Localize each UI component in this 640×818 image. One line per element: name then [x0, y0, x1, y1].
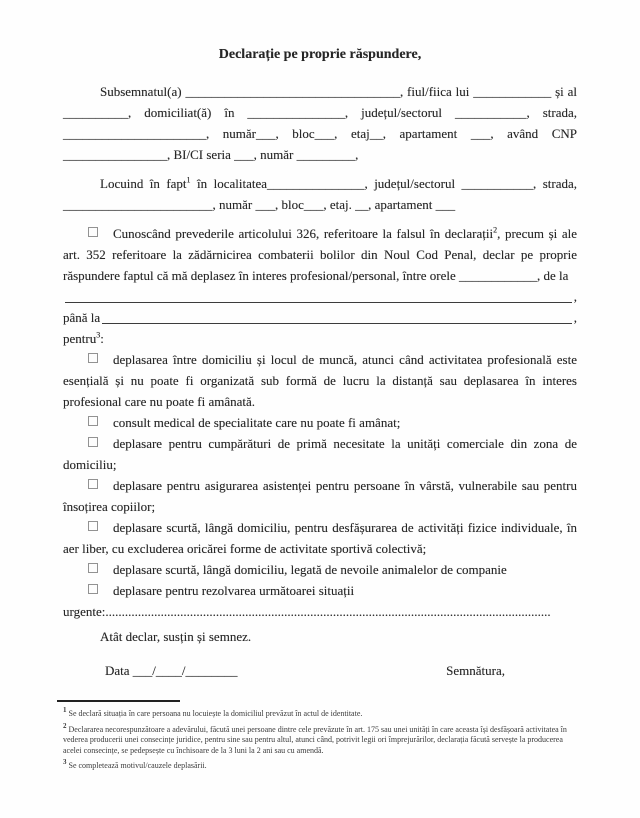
- blank-line-from: [63, 286, 577, 307]
- signature-label: Semnătura,: [446, 663, 505, 678]
- residence-text-pre: Locuind în fapt: [100, 176, 187, 191]
- checkbox-icon: [88, 437, 98, 447]
- reason-item-urgent: [63, 580, 577, 622]
- footnote-text: Declararea necorespunzătoare a adevărului, făcută unei persoane dintre cele prevăzute în art. 175 sau unei unități în care aceasta își desfășoară activitatea în vederea producerii unei consecințe juridice, pentru sine sau pentru altul, atunci când, potrivit legii ori împrejurărilor, declarația făcută servește la producerea acelei consecințe, se pedepsește cu închisoare de la 3 luni la 2 ani sau cu amendă.: [63, 724, 567, 755]
- date-label: Data ___/____/________: [105, 663, 238, 678]
- reason-item-exercise: [63, 517, 577, 559]
- checkbox-icon: [88, 521, 98, 531]
- until-label: până la: [63, 310, 101, 325]
- document-title: Declarație pe proprie răspundere,: [218, 47, 422, 62]
- reason-text: deplasare scurtă, lângă domiciliu, pentru desfășurarea de activități fizice individuale, în aer liber, cu excluderea oricărei forme de activitate sportivă colectivă;: [63, 520, 577, 556]
- footnote-marker: 2: [63, 721, 67, 730]
- for-colon: :: [100, 331, 104, 346]
- identity-text: Subsemnatul(a) _________________________________, fiul/fiica lui ____________ și al __________, domiciliat(ă) în _______________, județul/sectorul ___________, strada, ______________________, număr___, bloc___, etaj__, apartament ___, având CNP ________________, BI/CI seria ___, număr _________,: [63, 84, 577, 162]
- reason-text: deplasare pentru cumpărături de primă necesitate la unități comerciale din zona de domiciliu;: [63, 436, 577, 472]
- blank-line-until: [63, 307, 577, 328]
- checkbox-icon: [88, 584, 98, 594]
- date-signature-row: [63, 660, 577, 681]
- blank-underline: [65, 301, 572, 303]
- reason-item-medical: [63, 412, 577, 433]
- footnote-ref-2: 2: [493, 225, 498, 235]
- footnote-3: [63, 758, 582, 772]
- reason-text: consult medical de specialitate care nu poate fi amânat;: [113, 415, 401, 430]
- checkbox-icon: [88, 227, 98, 237]
- footnotes-section: [63, 700, 582, 777]
- reason-text: deplasare pentru asigurarea asistenței pentru persoane în vârstă, vulnerabile sau pentru însoțirea copiilor;: [63, 478, 577, 514]
- declaration-block: [63, 223, 577, 349]
- checkbox-icon: [88, 563, 98, 573]
- footnote-marker: 3: [63, 758, 67, 767]
- footnote-ref-1: 1: [186, 175, 191, 185]
- reason-item-commute: [63, 349, 577, 412]
- dotted-fill-line: .........................................................................................................................................: [105, 604, 551, 619]
- footnote-1: [63, 706, 582, 720]
- reasons-list: [63, 349, 577, 622]
- blank-underline: [102, 322, 572, 324]
- footnote-text: Se declară situația în care persoana nu locuiește la domiciliul prevăzut în actul de identitate.: [68, 709, 363, 718]
- reason-text: deplasarea între domiciliu și locul de muncă, atunci când activitatea profesională este esențială și nu poate fi organizată sub formă de lucru la distanță sau deplasarea în interes profesional care nu poate fi amânată.: [63, 352, 577, 409]
- reason-item-shopping: [63, 433, 577, 475]
- footnote-marker: 1: [63, 706, 67, 715]
- footnote-ref-3: 3: [96, 330, 101, 340]
- reason-item-assistance: [63, 475, 577, 517]
- reason-text: deplasare pentru rezolvarea următoarei situații urgente:: [63, 583, 355, 619]
- footnote-separator: [57, 700, 180, 702]
- footnote-text: Se completează motivul/cauzele deplasării.: [68, 761, 207, 770]
- declaration-text-post: , precum și ale art. 352 referitoare la zădărnicirea combaterii bolilor din Noul Cod Penal, declar pe proprie răspundere faptul că mă deplasez în interes profesional/personal, între orele ____________, de la: [63, 226, 577, 283]
- checkbox-icon: [88, 416, 98, 426]
- for-label-line: [63, 328, 577, 349]
- footnote-2: [63, 721, 582, 757]
- checkbox-icon: [88, 353, 98, 363]
- for-label: pentru: [63, 331, 97, 346]
- paragraph-identity: [63, 81, 577, 165]
- from-line-comma: ,: [573, 289, 577, 304]
- until-comma: ,: [573, 310, 577, 325]
- residence-text-post: în localitatea_______________, județul/sectorul ___________, strada, _______________________, număr ___, bloc___, etaj. __, apartament ___: [63, 176, 577, 212]
- reason-text: deplasare scurtă, lângă domiciliu, legată de nevoile animalelor de companie: [113, 562, 507, 577]
- paragraph-declaration: [63, 223, 577, 286]
- closing-statement: Atât declar, susțin și semnez.: [100, 629, 252, 644]
- reason-item-pets: [63, 559, 577, 580]
- declaration-text-pre: Cunoscând prevederile articolului 326, referitoare la falsul în declarații: [113, 226, 494, 241]
- paragraph-residence: [63, 173, 577, 215]
- checkbox-icon: [88, 479, 98, 489]
